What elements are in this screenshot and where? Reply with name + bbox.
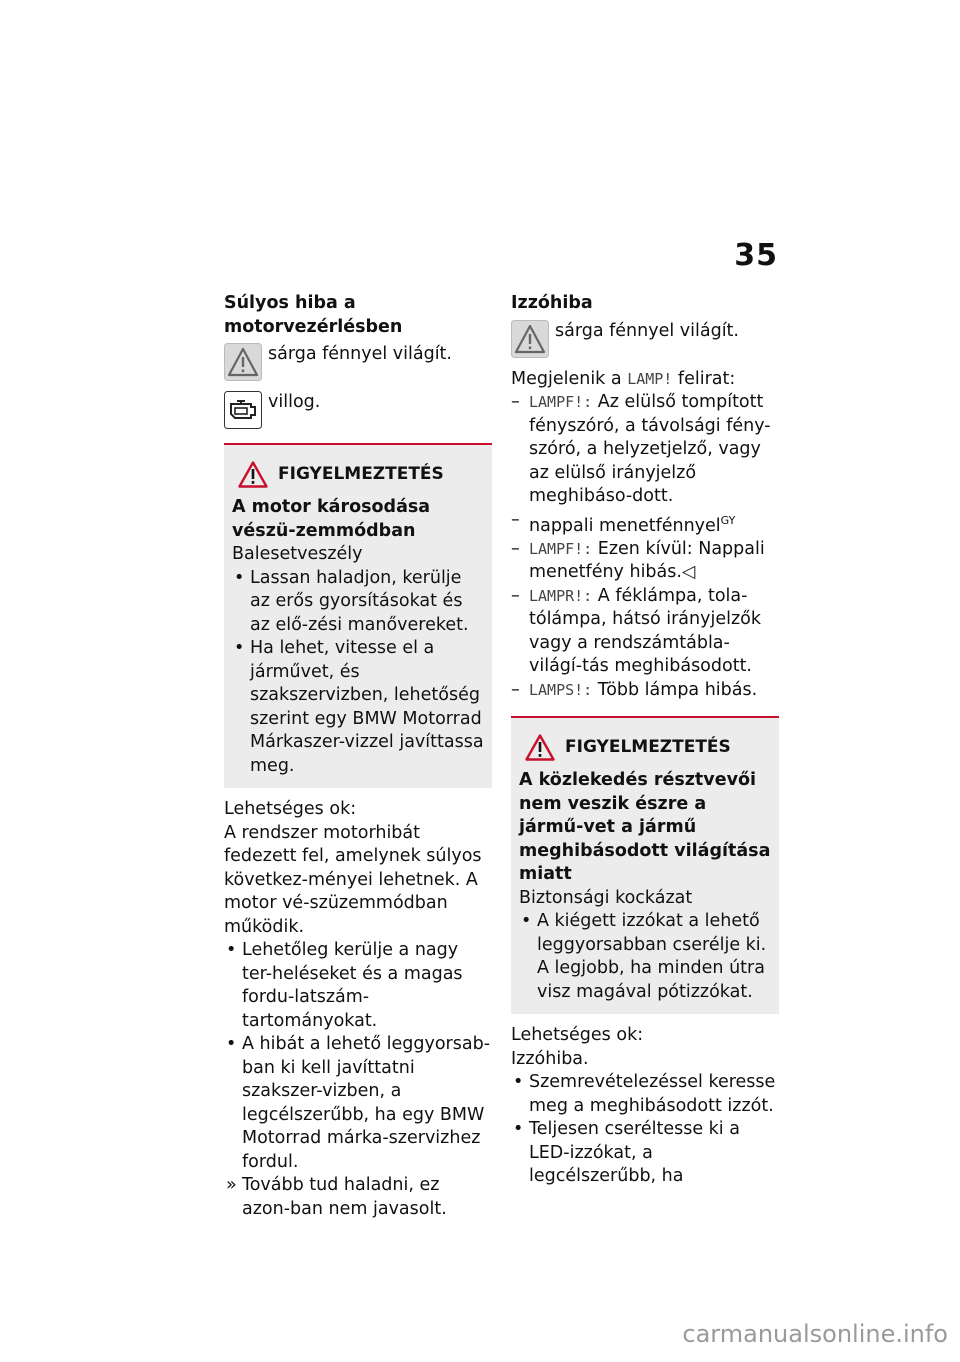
warning-box-bulb (511, 716, 779, 1014)
warning-box-engine (224, 443, 492, 788)
display-intro-post: felirat: (677, 368, 736, 389)
list-item (511, 538, 779, 585)
cause-label: Lehetséges ok: (511, 1025, 644, 1046)
list-item: • A hibát a lehető leggyorsab-ban ki kell javíttatni szakszer-vizben, a legcélszerűbb, ha egy BMW Motorrad márka-szervizhez fordul. (224, 1033, 492, 1174)
warning-risk: Biztonsági kockázat (519, 887, 693, 908)
list-item (511, 679, 779, 703)
display-intro (511, 368, 779, 392)
indicator-row-bulb (511, 320, 779, 358)
action-bullets (224, 939, 492, 1174)
display-code: LAMPF!: (529, 539, 593, 558)
general-warning-light-icon (224, 343, 262, 381)
section-heading-engine-fault: Súlyos hiba a motorvezérlésben (224, 293, 403, 337)
display-item-text: Az elülső tompított fényszóró, a távolsági fény-szóró, a helyzetjelző, vagy az elülső irányjelző meghibáso-dott. (529, 392, 771, 506)
list-item: • A kiégett izzókat a lehető leggyorsabban cserélje ki. A legjobb, ha minden útra visz magával pótizzókat. (519, 910, 771, 1004)
indicator-text-flash: villog. (268, 392, 321, 412)
warning-title: FIGYELMEZTETÉS (278, 463, 444, 484)
display-code: LAMPF!: (529, 393, 593, 411)
warning-header (232, 461, 484, 488)
right-column (511, 292, 779, 1189)
warning-subtitle: A motor károsodása vészü-zemmódban (232, 497, 431, 541)
list-item: • Lassan haladjon, kerülje az erős gyorsításokat és az elő-zési manővereket. (232, 567, 484, 638)
list-item (511, 585, 779, 679)
cause-text: Izzóhiba. (511, 1048, 589, 1069)
indicator-text-bulb: sárga fénnyel világít. (555, 320, 739, 341)
warning-subtitle: A közlekedés résztvevői nem veszik észre a jármű-vet a jármű meghibásodott világítása miatt (519, 770, 771, 885)
indicator-text-yellow: sárga fénnyel világít. (268, 344, 452, 364)
display-code: LAMP! (627, 369, 673, 388)
display-code: LAMPR!: (529, 586, 593, 605)
left-column (224, 292, 492, 1221)
warning-triangle-icon (238, 461, 268, 488)
section-heading-bulb-fault: Izzóhiba (511, 293, 593, 313)
warning-header (519, 734, 771, 761)
display-items (511, 391, 779, 702)
cause-label: Lehetséges ok: (224, 799, 357, 819)
display-item-text: Ezen kívül: Nappali menetfény hibás.◁ (529, 538, 765, 583)
display-item-text: nappali menetfénnyel (529, 515, 721, 536)
watermark: carmanualsonline.info (682, 1320, 948, 1348)
display-item-text: A féklámpa, tola-tólámpa, hátsó irányjelzők vagy a rendszámtábla-világí-tás meghibásodott. (529, 585, 761, 677)
list-item (511, 391, 779, 509)
action-bullets (511, 1071, 779, 1189)
list-item: • Szemrevételezéssel keresse meg a meghibásodott izzót. (511, 1071, 779, 1118)
indicator-row-yellow (224, 343, 492, 381)
warning-risk: Balesetveszély (232, 544, 363, 564)
indicator-row-flash (224, 391, 492, 429)
warning-triangle-icon (525, 734, 555, 761)
country-code: GY (720, 513, 736, 527)
list-item: • Ha lehet, vitesse el a járművet, és szakszervizben, lehetőség szerint egy BMW Motorrad Márkaszer-vizzel javíttassa meg. (232, 637, 484, 778)
warning-bullets (232, 567, 484, 779)
display-intro-pre: Megjelenik a (511, 368, 622, 389)
display-code: LAMPS!: (529, 680, 593, 699)
list-item: • Lehetőleg kerülje a nagy ter-heléseket és a magas fordu-latszám-tartományokat. (224, 939, 492, 1033)
cause-text: A rendszer motorhibát fedezett fel, amelynek súlyos következ-ményei lehetnek. A motor vé-szüzemmódban működik. (224, 822, 482, 937)
result-item: » Tovább tud haladni, ez azon-ban nem javasolt. (224, 1174, 492, 1221)
general-warning-light-icon (511, 320, 549, 358)
warning-bullets (519, 910, 771, 1004)
engine-check-icon (224, 391, 262, 429)
display-item-text: Több lámpa hibás. (597, 679, 758, 700)
list-item (511, 509, 779, 538)
page-number: 35 (734, 238, 778, 273)
warning-title: FIGYELMEZTETÉS (565, 737, 731, 758)
result-list (224, 1174, 492, 1221)
list-item: • Teljesen cseréltesse ki a LED-izzókat, a legcélszerűbb, ha (511, 1118, 779, 1189)
